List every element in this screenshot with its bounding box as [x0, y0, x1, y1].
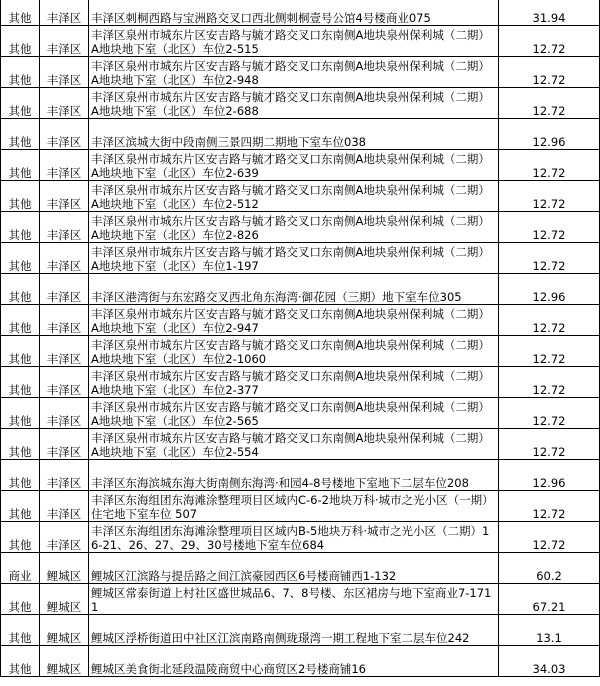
table-row: [1, 367, 600, 398]
type-cell: 商业: [1, 553, 40, 584]
type-cell: 其他: [1, 367, 40, 398]
address-cell: 鲤城区常泰街道上村社区盛世城品6、7、8号楼、东区裙房与地下室商业7-1711: [89, 584, 499, 615]
table-row: [1, 646, 600, 677]
area-cell: 12.72: [499, 398, 600, 429]
address-cell: 丰泽区东海组团东海滩涂整理项目区域内B-5地块万科·城市之光小区（二期）16-21、26、27、29、30号楼地下室车位684: [89, 522, 499, 553]
district-cell: 丰泽区: [40, 336, 89, 367]
area-cell: 34.03: [499, 646, 600, 677]
district-cell: 丰泽区: [40, 119, 89, 150]
address-cell: 丰泽区东海滨城东海大街南侧东海湾·和园4-8号楼地下室地下二层车位208: [89, 460, 499, 491]
district-cell: 丰泽区: [40, 26, 89, 57]
type-cell: 其他: [1, 460, 40, 491]
area-cell: 12.72: [499, 336, 600, 367]
district-cell: 丰泽区: [40, 522, 89, 553]
type-cell: 其他: [1, 119, 40, 150]
address-cell: 丰泽区泉州市城东片区安吉路与毓才路交叉口东南侧A地块泉州保利城（二期）A地块地下室（北区）车位2-515: [89, 26, 499, 57]
district-cell: 鲤城区: [40, 584, 89, 615]
table-row: [1, 212, 600, 243]
address-cell: 丰泽区刺桐西路与宝洲路交叉口西北侧刺桐壹号公馆4号楼商业075: [89, 0, 499, 26]
type-cell: 其他: [1, 398, 40, 429]
type-cell: 其他: [1, 429, 40, 460]
type-cell: 其他: [1, 26, 40, 57]
table-row: [1, 57, 600, 88]
area-cell: 12.72: [499, 181, 600, 212]
area-cell: 12.96: [499, 460, 600, 491]
address-cell: 鲤城区浮桥街道田中社区江滨南路南侧珑璟湾一期工程地下室二层车位242: [89, 615, 499, 646]
table-row: [1, 398, 600, 429]
table-row: [1, 429, 600, 460]
table-row: [1, 88, 600, 119]
area-cell: 31.94: [499, 0, 600, 26]
address-cell: 丰泽区泉州市城东片区安吉路与毓才路交叉口东南侧A地块泉州保利城（二期）A地块地下室（北区）车位2-377: [89, 367, 499, 398]
district-cell: 鲤城区: [40, 646, 89, 677]
district-cell: 丰泽区: [40, 491, 89, 522]
type-cell: 其他: [1, 243, 40, 274]
district-cell: 丰泽区: [40, 212, 89, 243]
table-row: [1, 584, 600, 615]
address-cell: 鲤城区江滨路与提岳路之间江滨豪园西区6号楼商铺西1-132: [89, 553, 499, 584]
address-cell: 丰泽区泉州市城东片区安吉路与毓才路交叉口东南侧A地块泉州保利城（二期）A地块地下室（北区）车位2-947: [89, 305, 499, 336]
area-cell: 12.72: [499, 150, 600, 181]
type-cell: 其他: [1, 305, 40, 336]
district-cell: 鲤城区: [40, 615, 89, 646]
address-cell: 丰泽区滨城大街中段南侧三景四期二期地下室车位038: [89, 119, 499, 150]
area-cell: 12.72: [499, 367, 600, 398]
address-cell: 丰泽区泉州市城东片区安吉路与毓才路交叉口东南侧A地块泉州保利城（二期）A地块地下室（北区）车位2-1060: [89, 336, 499, 367]
type-cell: 其他: [1, 0, 40, 26]
address-cell: 丰泽区泉州市城东片区安吉路与毓才路交叉口东南侧A地块泉州保利城（二期）A地块地下室（北区）车位2-688: [89, 88, 499, 119]
district-cell: 丰泽区: [40, 88, 89, 119]
district-cell: 丰泽区: [40, 398, 89, 429]
type-cell: 其他: [1, 57, 40, 88]
area-cell: 12.72: [499, 243, 600, 274]
area-cell: 12.96: [499, 274, 600, 305]
district-cell: 丰泽区: [40, 0, 89, 26]
address-cell: 丰泽区泉州市城东片区安吉路与毓才路交叉口东南侧A地块泉州保利城（二期）A地块地下室（北区）车位2-565: [89, 398, 499, 429]
area-cell: 13.1: [499, 615, 600, 646]
table-row: [1, 522, 600, 553]
area-cell: 60.2: [499, 553, 600, 584]
area-cell: 12.72: [499, 57, 600, 88]
area-cell: 12.72: [499, 88, 600, 119]
area-cell: 12.96: [499, 119, 600, 150]
area-cell: 12.72: [499, 26, 600, 57]
address-cell: 丰泽区泉州市城东片区安吉路与毓才路交叉口东南侧A地块泉州保利城（二期）A地块地下室（北区）车位2-826: [89, 212, 499, 243]
area-cell: 12.72: [499, 522, 600, 553]
address-cell: 鲤城区美食街北延段温陵商贸中心商贸区2号楼商铺16: [89, 646, 499, 677]
address-cell: 丰泽区泉州市城东片区安吉路与毓才路交叉口东南侧A地块泉州保利城（二期）A地块地下室（北区）车位2-554: [89, 429, 499, 460]
district-cell: 丰泽区: [40, 150, 89, 181]
district-cell: 丰泽区: [40, 429, 89, 460]
area-cell: 12.72: [499, 429, 600, 460]
type-cell: 其他: [1, 88, 40, 119]
district-cell: 丰泽区: [40, 305, 89, 336]
area-cell: 12.72: [499, 212, 600, 243]
table-row: [1, 336, 600, 367]
table-row: [1, 243, 600, 274]
type-cell: 其他: [1, 336, 40, 367]
watermark: [522, 650, 592, 662]
table-row: [1, 274, 600, 305]
area-cell: 67.21: [499, 584, 600, 615]
district-cell: 丰泽区: [40, 243, 89, 274]
table-row: [1, 615, 600, 646]
district-cell: 丰泽区: [40, 274, 89, 305]
table-row: [1, 491, 600, 522]
type-cell: 其他: [1, 522, 40, 553]
address-cell: 丰泽区泉州市城东片区安吉路与毓才路交叉口东南侧A地块泉州保利城（二期）A地块地下室（北区）车位2-639: [89, 150, 499, 181]
type-cell: 其他: [1, 646, 40, 677]
district-cell: 鲤城区: [40, 553, 89, 584]
type-cell: 其他: [1, 150, 40, 181]
area-cell: 12.72: [499, 491, 600, 522]
address-cell: 丰泽区泉州市城东片区安吉路与毓才路交叉口东南侧A地块泉州保利城（二期）A地块地下室（北区）车位2-948: [89, 57, 499, 88]
type-cell: 其他: [1, 615, 40, 646]
type-cell: 其他: [1, 584, 40, 615]
table-row: [1, 553, 600, 584]
table-row: [1, 119, 600, 150]
address-cell: 丰泽区泉州市城东片区安吉路与毓才路交叉口东南侧A地块泉州保利城（二期）A地块地下室（北区）车位2-512: [89, 181, 499, 212]
district-cell: 丰泽区: [40, 181, 89, 212]
type-cell: 其他: [1, 274, 40, 305]
address-cell: 丰泽区泉州市城东片区安吉路与毓才路交叉口东南侧A地块泉州保利城（二期）A地块地下室（北区）车位1-197: [89, 243, 499, 274]
address-cell: 丰泽区东海组团东海滩涂整理项目区域内C-6-2地块万科·城市之光小区（一期）住宅地下室车位 507: [89, 491, 499, 522]
table-row: [1, 150, 600, 181]
district-cell: 丰泽区: [40, 460, 89, 491]
address-cell: 丰泽区港湾街与东宏路交叉西北角东海湾·御花园（三期）地下室车位305: [89, 274, 499, 305]
type-cell: 其他: [1, 212, 40, 243]
table-body: [1, 0, 600, 677]
table-row: [1, 181, 600, 212]
district-cell: 丰泽区: [40, 57, 89, 88]
district-cell: 丰泽区: [40, 367, 89, 398]
table-row: [1, 460, 600, 491]
area-cell: 12.72: [499, 305, 600, 336]
table-row: [1, 305, 600, 336]
type-cell: 其他: [1, 181, 40, 212]
table-row: [1, 26, 600, 57]
table-row: [1, 0, 600, 26]
type-cell: 其他: [1, 491, 40, 522]
